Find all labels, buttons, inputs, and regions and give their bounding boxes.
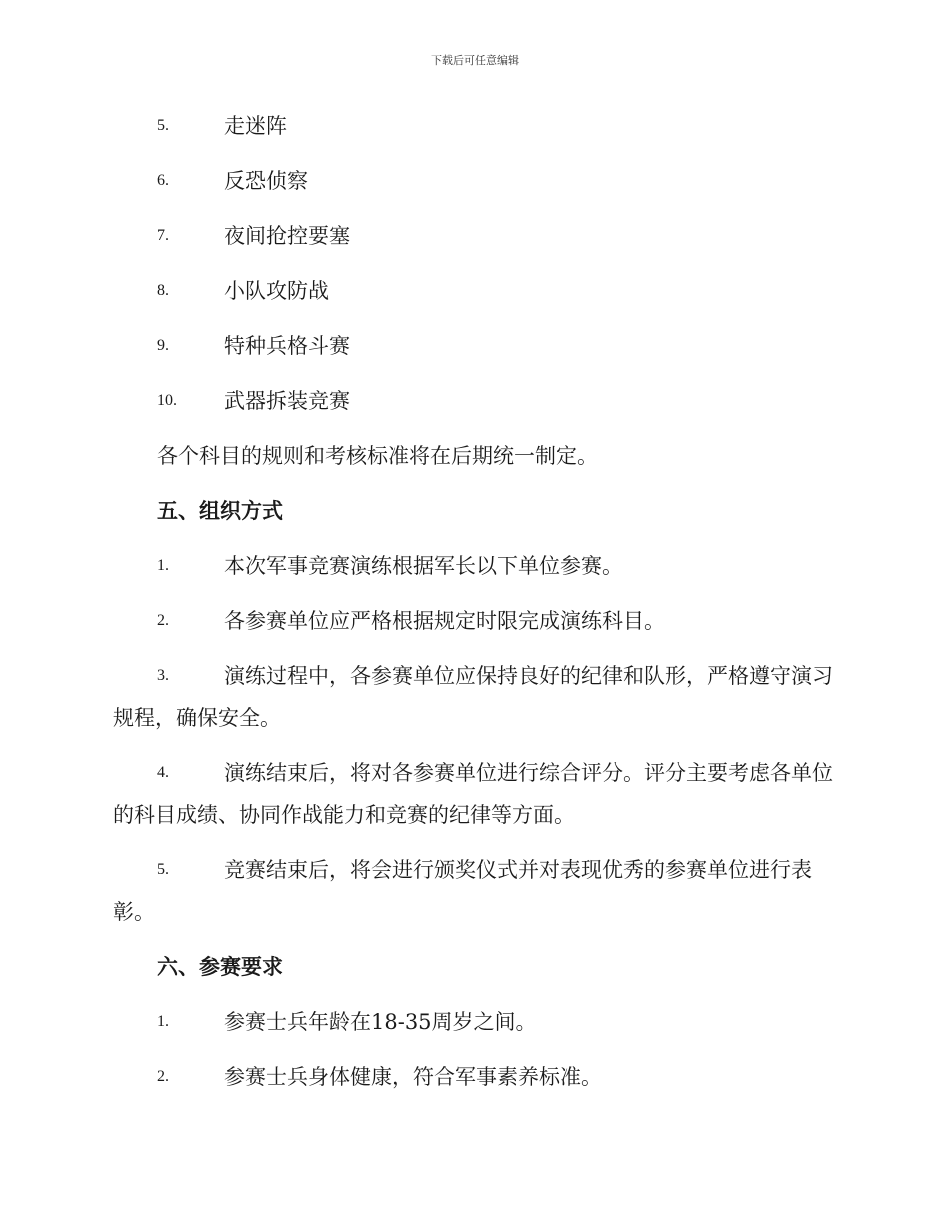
list-number: 5. — [157, 861, 169, 878]
list-item — [113, 545, 833, 587]
list-number: 8. — [157, 282, 169, 299]
list-text: 夜间抢控要塞 — [224, 224, 350, 248]
list-number: 5. — [157, 117, 169, 134]
list-text: 参赛士兵年龄在18-35周岁之间。 — [224, 1010, 537, 1034]
list-text: 特种兵格斗赛 — [224, 334, 350, 358]
list-item — [113, 600, 833, 642]
list-item — [113, 849, 833, 933]
list-number: 9. — [157, 337, 169, 354]
list-text: 演练结束后，将对各参赛单位进行综合评分。评分主要考虑各单位的科目成绩、协同作战能力和竞赛的纪律等方面。 — [113, 761, 833, 827]
list-item — [113, 380, 833, 422]
list-number: 2. — [157, 1068, 169, 1085]
list-item — [113, 215, 833, 257]
section-heading: 五、组织方式 — [157, 498, 283, 523]
list-number: 4. — [157, 764, 169, 781]
list-item — [113, 1056, 833, 1098]
list-text: 武器拆装竞赛 — [224, 389, 350, 413]
list-number: 7. — [157, 227, 169, 244]
list-item — [113, 752, 833, 836]
document-body — [113, 105, 833, 1111]
section-heading: 六、参赛要求 — [157, 954, 283, 979]
list-text: 竞赛结束后，将会进行颁奖仪式并对表现优秀的参赛单位进行表彰。 — [113, 858, 812, 924]
list-item — [113, 1001, 833, 1043]
list-item — [113, 270, 833, 312]
list-number: 6. — [157, 172, 169, 189]
list-text: 参赛士兵身体健康，符合军事素养标准。 — [224, 1065, 602, 1089]
list-text: 小队攻防战 — [224, 279, 329, 303]
list-text: 演练过程中，各参赛单位应保持良好的纪律和队形，严格遵守演习规程，确保安全。 — [113, 664, 833, 730]
list-item — [113, 325, 833, 367]
page-header: 下载后可任意编辑 — [431, 54, 519, 67]
list-item — [113, 105, 833, 147]
list-number: 2. — [157, 612, 169, 629]
list-number: 1. — [157, 557, 169, 574]
list-text: 反恐侦察 — [224, 169, 308, 193]
list-number: 3. — [157, 667, 169, 684]
list-text: 本次军事竞赛演练根据军长以下单位参赛。 — [224, 554, 623, 578]
list-number: 1. — [157, 1013, 169, 1030]
note-paragraph: 各个科目的规则和考核标准将在后期统一制定。 — [157, 444, 598, 468]
list-item — [113, 655, 833, 739]
list-text: 各参赛单位应严格根据规定时限完成演练科目。 — [224, 609, 665, 633]
list-item — [113, 160, 833, 202]
list-number: 10. — [157, 392, 177, 409]
list-text: 走迷阵 — [224, 114, 287, 138]
